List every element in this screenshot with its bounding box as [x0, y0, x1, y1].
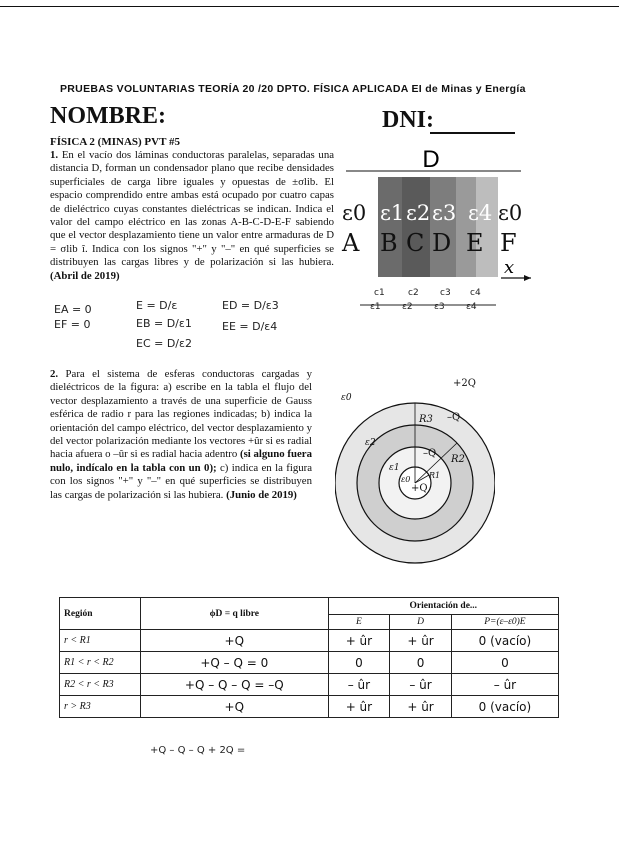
- eps1: ε1: [380, 201, 405, 225]
- region-cell: r < R1: [60, 630, 141, 652]
- eps0-inner: ε0: [401, 475, 411, 484]
- answer-e: E = D/ε: [136, 299, 178, 312]
- plate-e: [456, 177, 476, 277]
- question-2-number: 2.: [50, 368, 59, 380]
- zone-c: C: [406, 229, 425, 257]
- question-2-note: (si alguno fuera nulo, indícalo en la tabla con un 0);: [50, 448, 312, 474]
- answer-table: [59, 597, 559, 718]
- e-cell[interactable]: – ûr: [328, 674, 390, 696]
- flux-cell[interactable]: +Q: [141, 630, 329, 652]
- zone-e: E: [466, 229, 484, 257]
- p-cell[interactable]: 0: [451, 652, 558, 674]
- answer-ec: EC = D/ε2: [136, 337, 192, 350]
- header-flux: ϕD = q libre: [141, 598, 329, 630]
- e-cell[interactable]: 0: [328, 652, 390, 674]
- d-cell[interactable]: 0: [390, 652, 452, 674]
- subheader-e: E: [328, 615, 390, 630]
- eps1-label: ε1: [389, 463, 400, 473]
- page-header: PRUEBAS VOLUNTARIAS TEORÍA 20 /20 DPTO. FÍSICA APLICADA EI de Minas y Energía: [60, 83, 526, 95]
- answer-ed: ED = D/ε3: [222, 299, 279, 312]
- subheader-d: D: [390, 615, 452, 630]
- flux-cell[interactable]: +Q: [141, 696, 329, 718]
- dni-label: DNI:: [382, 107, 434, 133]
- plate-c: [402, 177, 430, 277]
- cap-eps-1: ε1: [370, 302, 381, 312]
- p-cell[interactable]: 0 (vacío): [451, 630, 558, 652]
- radius-r2: R2: [451, 454, 465, 465]
- cap-label-4: c4: [470, 288, 481, 298]
- eps0-outer: ε0: [341, 393, 352, 403]
- d-cell[interactable]: + ûr: [390, 696, 452, 718]
- cap-eps-4: ε4: [466, 302, 477, 312]
- plate-d: [430, 177, 456, 277]
- capacitor-figure: [336, 145, 536, 315]
- question-2: [50, 368, 312, 502]
- zone-f: F: [500, 229, 517, 257]
- table-row: [60, 696, 559, 718]
- cap-label-2: c2: [408, 288, 419, 298]
- table-row: [60, 630, 559, 652]
- spheres-figure: [335, 370, 495, 590]
- cap-label-1: c1: [374, 288, 385, 298]
- e-cell[interactable]: + ûr: [328, 696, 390, 718]
- d-cell[interactable]: – ûr: [390, 674, 452, 696]
- nombre-label: NOMBRE:: [50, 103, 166, 129]
- flux-cell[interactable]: +Q – Q – Q = –Q: [141, 674, 329, 696]
- header-region: Región: [60, 598, 141, 630]
- subheader-p: P=(ε–ε0)E: [451, 615, 558, 630]
- distance-d-label: D: [422, 146, 440, 173]
- cap-eps-2: ε2: [402, 302, 413, 312]
- answer-eb: EB = D/ε1: [136, 317, 192, 330]
- radius-r1: R1: [429, 471, 441, 480]
- d-cell[interactable]: + ûr: [390, 630, 452, 652]
- question-2-date: (Junio de 2019): [226, 488, 297, 501]
- charge-outer: +2Q: [453, 378, 476, 389]
- eps0-right: ε0: [498, 201, 523, 225]
- question-1-date: (Abril de 2019): [50, 269, 120, 282]
- eps2-label: ε2: [365, 438, 376, 448]
- table-header-row: [60, 598, 559, 615]
- flux-cell[interactable]: +Q – Q = 0: [141, 652, 329, 674]
- x-axis-label: x: [504, 257, 515, 278]
- zone-d: D: [432, 229, 452, 257]
- charge-core: +Q: [411, 483, 428, 494]
- table-footnote: +Q – Q – Q + 2Q =: [150, 745, 246, 756]
- cap-eps-3: ε3: [434, 302, 445, 312]
- table-row: [60, 652, 559, 674]
- cap-label-3: c3: [440, 288, 451, 298]
- zone-b: B: [380, 229, 398, 257]
- e-cell[interactable]: + ûr: [328, 630, 390, 652]
- charge-inner-shell: –Q: [423, 448, 437, 459]
- region-cell: R2 < r < R3: [60, 674, 141, 696]
- eps4: ε4: [468, 201, 493, 225]
- eps2: ε2: [406, 201, 431, 225]
- question-2-text: Para el sistema de esferas conductoras cargadas y dieléctricos de la figura: a) escribe en la tabla el flujo del vector desplazamiento a través de una superficie de Gauss esférica de radio r para las regiones indicadas; b) indica la orientación del campo eléctrico, del vector desplazamiento y del vector polarización mediante los vectores +ûr si es radial hacia afuera o –ûr si es radial hacia adentro: [50, 368, 313, 461]
- top-border-line: [0, 6, 619, 7]
- eps0-left: ε0: [342, 201, 367, 225]
- answer-ea: EA = 0: [54, 303, 92, 316]
- plate-b: [378, 177, 405, 277]
- question-2-text2: c) indica en la figura con los signos "+" y "–" en qué superficies se distribuyen las cargas de polarización si las hubiera.: [50, 461, 312, 501]
- table-row: [60, 674, 559, 696]
- question-1: [50, 149, 334, 283]
- p-cell[interactable]: 0 (vacío): [451, 696, 558, 718]
- radius-r3: R3: [419, 414, 433, 425]
- answer-ef: EF = 0: [54, 318, 91, 331]
- question-1-text: En el vacío dos láminas conductoras paralelas, separadas una distancia D, forman un condensador plano que recibe densidades superficiales de carga libre iguales y opuestas de ±σlib. El espacio comprendido entre ambas está ocupado por cuatro capas de dieléctrico cuyas constantes dieléctricas se indican. Indica el valor del campo eléctrico en las zonas A-B-C-D-E-F sabiendo que el vector desplazamiento tiene un valor entre armaduras de D = σlib î. Indica con los signos "+" y "–" en qué superficies se distribuyen las cargas libres y de polarización si las hubiera.: [50, 149, 335, 269]
- question-1-number: 1.: [50, 149, 59, 161]
- region-cell: R1 < r < R2: [60, 652, 141, 674]
- plate-e2: [476, 177, 498, 277]
- zone-a: A: [342, 229, 360, 257]
- dni-field-line[interactable]: [430, 132, 515, 134]
- answer-ee: EE = D/ε4: [222, 320, 278, 333]
- region-cell: r > R3: [60, 696, 141, 718]
- eps3: ε3: [432, 201, 457, 225]
- charge-middle: –Q: [447, 412, 461, 423]
- subject-title: FÍSICA 2 (MINAS) PVT #5: [50, 136, 180, 148]
- header-orientation: Orientación de...: [328, 598, 558, 615]
- p-cell[interactable]: – ûr: [451, 674, 558, 696]
